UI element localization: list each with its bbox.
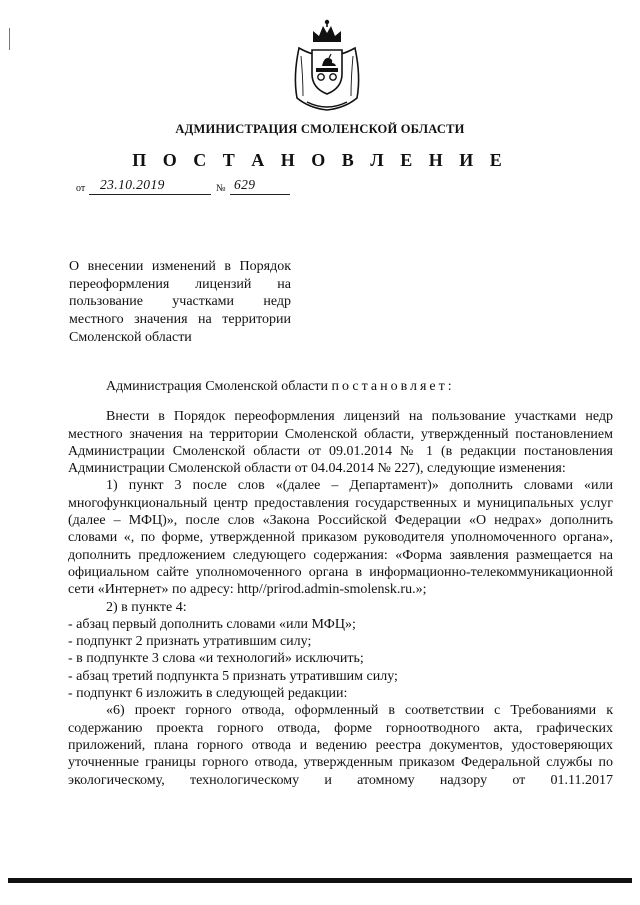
body-paragraph: 2) в пункте 4: xyxy=(106,599,187,615)
date-prefix: от xyxy=(76,183,86,194)
scan-bottom-bar xyxy=(8,878,632,883)
number-underline xyxy=(230,194,290,195)
preamble xyxy=(68,378,613,395)
body-paragraph: «6) проект горного отвода, оформленный в соответствии с Требованиями к содержанию проекта горного отвода, форме горноотводного акта, графических приложений, плана горного отвода и ведению реестра документов, удостоверяющих уточненные границы горного отвода, утвержденным приказом Федеральной службы по экологическому, технологическому и атомному надзору от 01.11.2017 xyxy=(68,703,613,788)
body-list-item: - абзац третий подпункта 5 признать утратившим силу; xyxy=(68,668,398,684)
preamble-text: Администрация Смоленской области xyxy=(106,379,329,394)
date-underline xyxy=(89,194,211,195)
number-value: 629 xyxy=(234,177,256,192)
document-body xyxy=(68,378,613,789)
document-type-title: П О С Т А Н О В Л Е Н И Е xyxy=(132,150,508,170)
date-number-line xyxy=(76,177,296,197)
coat-of-arms-icon xyxy=(289,16,365,116)
document-subject: О внесении изменений в Порядок переоформления лицензий на пользование участками недр местного значения на территории Смоленской области xyxy=(69,259,291,345)
body-paragraph: Внести в Порядок переоформления лицензий на пользование участками недр местного значения на территории Смоленской области, утвержденный постановлением Администрации Смоленской области от 09.01.2014 № 1 (в редакции постановления Администрации Смоленской области от 04.04.2014 № 227), следующие изменения: xyxy=(68,409,613,477)
organization-name: АДМИНИСТРАЦИЯ СМОЛЕНСКОЙ ОБЛАСТИ xyxy=(175,122,465,136)
body-list-item: - абзац первый дополнить словами «или МФЦ»; xyxy=(68,616,356,632)
body-list-item: - подпункт 2 признать утратившим силу; xyxy=(68,634,312,650)
number-prefix: № xyxy=(216,183,226,194)
body-paragraph: 1) пункт 3 после слов «(далее – Департамент)» дополнить словами «или многофункциональный центр предоставления государственных и муниципальных услуг (далее – МФЦ)», после слов «Закона Российской Федерации «О недрах» дополнить словами «, по форме, утвержденной приказом руководителя уполномоченного органа», дополнить предложением следующего содержания: «Форма заявления размещается на официальном сайте уполномоченного органа в информационно-телекоммуникационной сети «Интернет» по адресу: http//prirod.admin-smolensk.ru.»; xyxy=(68,478,613,598)
date-value: 23.10.2019 xyxy=(100,177,165,192)
scan-edge-mark xyxy=(9,28,10,50)
body-list-item: - в подпункте 3 слова «и технологий» исключить; xyxy=(68,651,364,667)
body-list-item: - подпункт 6 изложить в следующей редакции: xyxy=(68,686,348,702)
preamble-action: постановляет: xyxy=(331,379,455,394)
